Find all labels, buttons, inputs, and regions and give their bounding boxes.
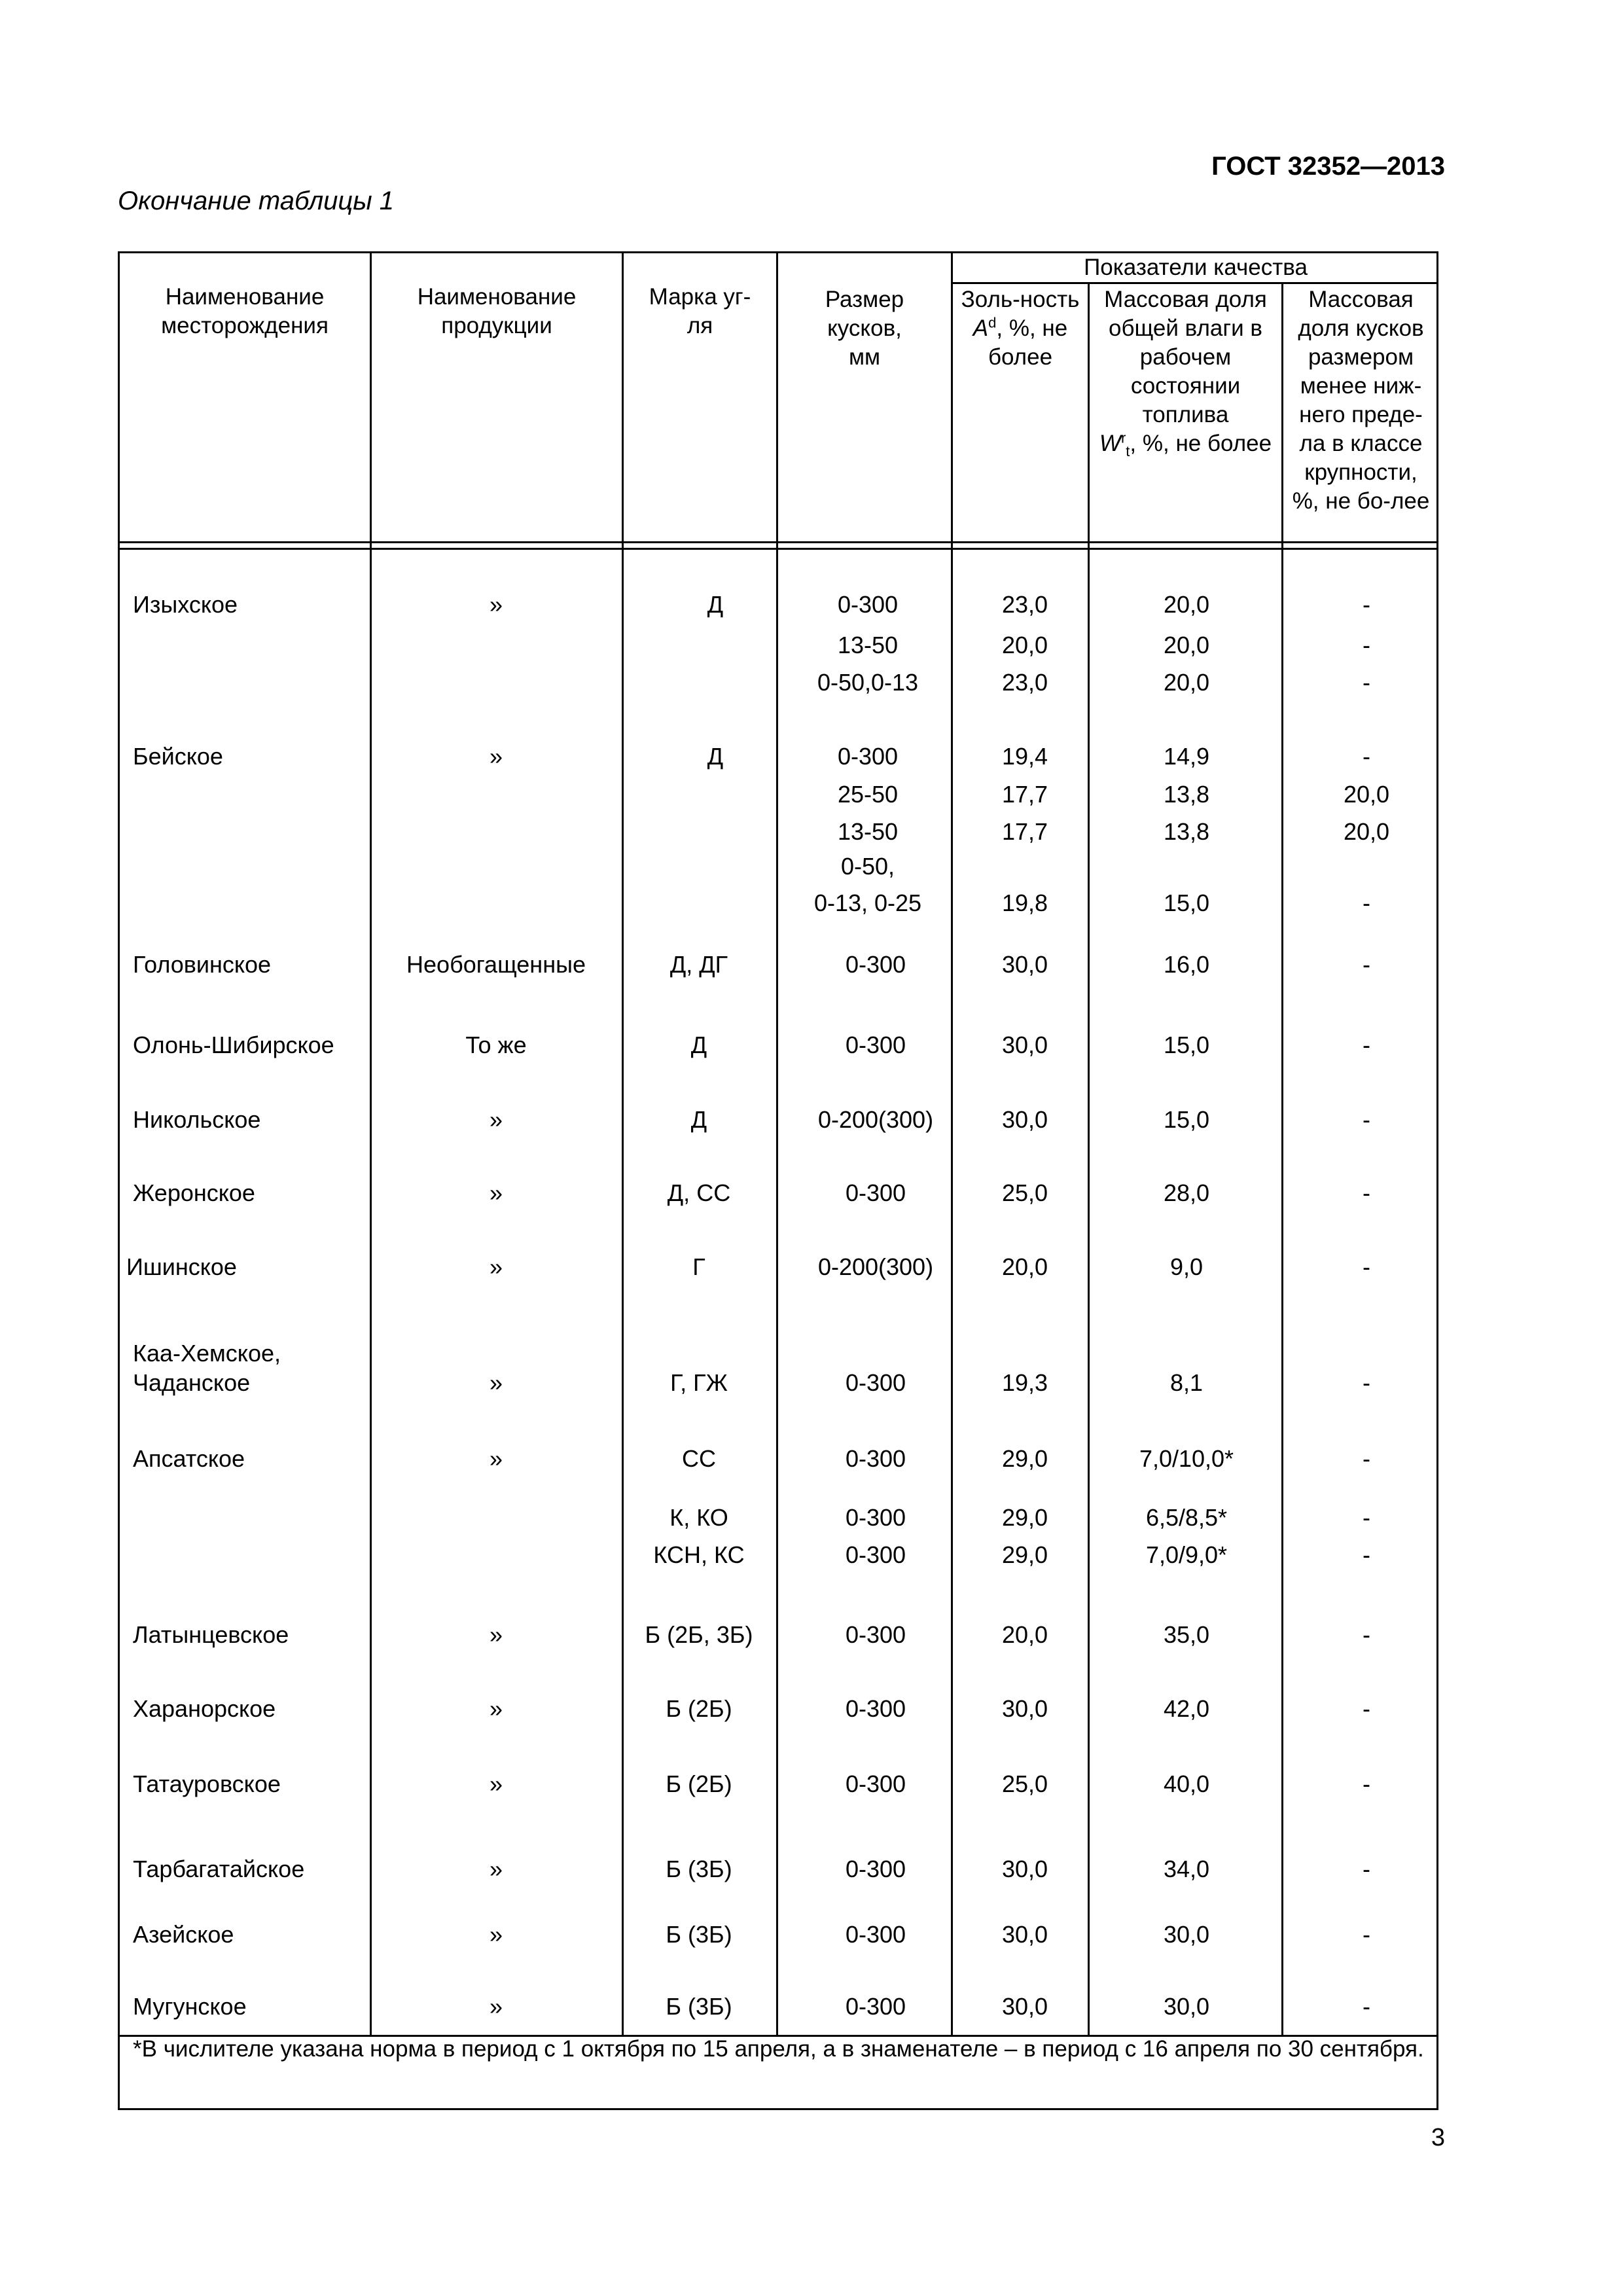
cell-ash: 25,0 — [1001, 1770, 1048, 1797]
quality-table — [118, 251, 1438, 2110]
col-divider — [370, 253, 372, 2035]
cell-moisture: 9,0 — [1169, 1253, 1204, 1280]
cell-size: 0-300 — [845, 1621, 906, 1648]
cell-grade: СС — [682, 1445, 716, 1472]
cell-size: 13-50 — [837, 818, 899, 845]
cell-product: Необогащенные — [406, 951, 586, 978]
col-divider — [1281, 282, 1283, 2035]
cell-deposit: Латынцевское — [133, 1621, 289, 1648]
cell-size: 0-50, — [840, 853, 895, 880]
cell-size: 0-200(300) — [817, 1106, 934, 1133]
cell-size: 0-300 — [845, 1921, 906, 1948]
cell-ash: 30,0 — [1001, 1856, 1048, 1882]
cell-product: » — [489, 1921, 503, 1948]
header-bottom-line — [120, 541, 1438, 543]
cell-moisture: 30,0 — [1163, 1993, 1210, 2020]
cell-deposit: Мугунское — [133, 1993, 247, 2020]
cell-ash: 20,0 — [1001, 1253, 1048, 1280]
cell-ash: 20,0 — [1001, 632, 1048, 658]
col-divider — [776, 253, 778, 2035]
cell-fines: - — [1363, 1621, 1370, 1648]
cell-product: » — [489, 1770, 503, 1797]
cell-grade: Д — [707, 591, 724, 618]
cell-product: » — [489, 1695, 503, 1722]
cell-size: 0-13, 0-25 — [813, 889, 922, 916]
cell-grade: Д — [690, 1031, 707, 1058]
cell-moisture: 7,0/10,0* — [1139, 1445, 1234, 1472]
cell-ash: 30,0 — [1001, 1993, 1048, 2020]
cell-size: 0-300 — [837, 743, 899, 770]
cell-ash: 23,0 — [1001, 591, 1048, 618]
cell-moisture: 20,0 — [1163, 591, 1210, 618]
cell-deposit: Апсатское — [133, 1445, 245, 1472]
cell-fines: - — [1363, 1106, 1370, 1133]
page-number: 3 — [1431, 2124, 1445, 2151]
ash-rest: , %, не более — [988, 315, 1068, 370]
cell-ash: 19,4 — [1001, 743, 1048, 770]
cell-moisture: 15,0 — [1163, 889, 1210, 916]
cell-deposit: Харанорское — [133, 1695, 276, 1722]
cell-moisture: 6,5/8,5* — [1145, 1504, 1228, 1531]
cell-deposit: Никольское — [133, 1106, 261, 1133]
cell-product: » — [489, 1993, 503, 2020]
cell-fines: - — [1363, 632, 1370, 658]
header-fines: Массовая доля кусков размером менее ниж-него преде-ла в классе крупности, %, не бо-лее — [1292, 287, 1430, 514]
cell-grade: Б (2Б) — [666, 1695, 732, 1722]
cell-fines: 20,0 — [1343, 818, 1390, 845]
cell-ash: 30,0 — [1001, 1921, 1048, 1948]
cell-moisture: 13,8 — [1163, 781, 1210, 808]
cell-ash: 30,0 — [1001, 951, 1048, 978]
cell-grade: Б (2Б, 3Б) — [645, 1621, 753, 1648]
cell-fines: - — [1363, 1856, 1370, 1882]
cell-fines: 20,0 — [1343, 781, 1390, 808]
cell-ash: 30,0 — [1001, 1695, 1048, 1722]
cell-ash: 17,7 — [1001, 818, 1048, 845]
cell-fines: - — [1363, 1770, 1370, 1797]
cell-deposit: Жеронское — [133, 1179, 255, 1206]
cell-grade: Д, СС — [667, 1179, 731, 1206]
footnote: *В числителе указана норма в период с 1 октября по 15 апреля, а в знаменателе – в период с 16 апреля по 30 сентября. — [133, 2036, 1424, 2062]
table-caption: Окончание таблицы 1 — [118, 187, 395, 215]
cell-ash: 20,0 — [1001, 1621, 1048, 1648]
cell-product: » — [489, 743, 503, 770]
cell-size: 0-300 — [837, 591, 899, 618]
cell-moisture: 8,1 — [1169, 1369, 1204, 1396]
cell-deposit: Чаданское — [133, 1369, 251, 1396]
header-deposit: Наименование месторождения — [161, 284, 329, 338]
cell-deposit: Тарбагатайское — [133, 1856, 305, 1882]
cell-size: 0-300 — [845, 1179, 906, 1206]
cell-size: 0-300 — [845, 1369, 906, 1396]
cell-deposit: Ишинское — [126, 1253, 237, 1280]
cell-moisture: 20,0 — [1163, 669, 1210, 696]
cell-grade: К, КО — [669, 1504, 728, 1531]
cell-product: » — [489, 591, 503, 618]
cell-grade: Б (3Б) — [666, 1993, 732, 2020]
cell-size: 0-300 — [845, 1445, 906, 1472]
cell-deposit: Головинское — [133, 951, 272, 978]
cell-ash: 29,0 — [1001, 1504, 1048, 1531]
standard-number: ГОСТ 32352—2013 — [1211, 152, 1445, 181]
cell-fines: - — [1363, 951, 1370, 978]
cell-grade: КСН, КС — [653, 1541, 745, 1568]
cell-ash: 30,0 — [1001, 1106, 1048, 1133]
header-grade: Марка уг-ля — [649, 284, 751, 338]
cell-moisture: 15,0 — [1163, 1106, 1210, 1133]
cell-fines: - — [1363, 743, 1370, 770]
cell-size: 0-50,0-13 — [817, 669, 919, 696]
cell-fines: - — [1363, 669, 1370, 696]
cell-size: 25-50 — [837, 781, 899, 808]
cell-size: 0-300 — [845, 1856, 906, 1882]
cell-moisture: 35,0 — [1163, 1621, 1210, 1648]
cell-fines: - — [1363, 1993, 1370, 2020]
cell-ash: 19,3 — [1001, 1369, 1048, 1396]
header-ash — [953, 285, 1088, 372]
cell-size: 0-300 — [845, 1770, 906, 1797]
cell-product: » — [489, 1621, 503, 1648]
header-size: Размер кусков, мм — [825, 287, 904, 370]
cell-product: » — [489, 1253, 503, 1280]
cell-grade: Г, ГЖ — [670, 1369, 728, 1396]
cell-ash: 23,0 — [1001, 669, 1048, 696]
cell-size: 0-300 — [845, 1541, 906, 1568]
col-divider — [1088, 282, 1090, 2035]
moisture-rest: , %, не более — [1130, 431, 1272, 456]
cell-grade: Д — [707, 743, 724, 770]
cell-moisture: 16,0 — [1163, 951, 1210, 978]
cell-product: » — [489, 1106, 503, 1133]
cell-grade: Д, ДГ — [669, 951, 728, 978]
header-moisture-formula — [1090, 429, 1281, 458]
cell-size: 13-50 — [837, 632, 899, 658]
cell-fines: - — [1363, 889, 1370, 916]
header-ash-word: Золь-ность — [961, 287, 1080, 312]
moisture-sup: r — [1120, 429, 1126, 446]
cell-ash: 19,8 — [1001, 889, 1048, 916]
cell-ash: 30,0 — [1001, 1031, 1048, 1058]
cell-ash: 17,7 — [1001, 781, 1048, 808]
cell-grade: Б (3Б) — [666, 1856, 732, 1882]
cell-size: 0-300 — [845, 951, 906, 978]
cell-moisture: 13,8 — [1163, 818, 1210, 845]
cell-fines: - — [1363, 1253, 1370, 1280]
cell-size: 0-300 — [845, 1695, 906, 1722]
header-product: Наименование продукции — [417, 284, 577, 338]
ash-sup: d — [988, 314, 997, 331]
cell-grade: Б (3Б) — [666, 1921, 732, 1948]
cell-grade: Д — [690, 1106, 707, 1133]
cell-product: » — [489, 1369, 503, 1396]
header-ash-formula — [953, 314, 1088, 372]
cell-ash: 29,0 — [1001, 1445, 1048, 1472]
cell-ash: 29,0 — [1001, 1541, 1048, 1568]
cell-fines: - — [1363, 1921, 1370, 1948]
cell-product: » — [489, 1445, 503, 1472]
cell-deposit: Изыхское — [133, 591, 238, 618]
cell-moisture: 20,0 — [1163, 632, 1210, 658]
header-bottom-line-2 — [120, 548, 1438, 550]
col-divider — [951, 253, 953, 2035]
header-moisture — [1090, 285, 1281, 458]
cell-deposit: Азейское — [133, 1921, 234, 1948]
cell-fines: - — [1363, 1369, 1370, 1396]
cell-grade: Г — [692, 1253, 705, 1280]
cell-fines: - — [1363, 1445, 1370, 1472]
cell-product: То же — [465, 1031, 527, 1058]
cell-moisture: 34,0 — [1163, 1856, 1210, 1882]
cell-size: 0-300 — [845, 1993, 906, 2020]
cell-moisture: 42,0 — [1163, 1695, 1210, 1722]
cell-fines: - — [1363, 1031, 1370, 1058]
cell-ash: 25,0 — [1001, 1179, 1048, 1206]
cell-fines: - — [1363, 1695, 1370, 1722]
group-header-divider — [951, 282, 1438, 284]
cell-grade: Б (2Б) — [666, 1770, 732, 1797]
cell-size: 0-300 — [845, 1031, 906, 1058]
cell-moisture: 40,0 — [1163, 1770, 1210, 1797]
header-moisture-words: Массовая доля общей влаги в рабочем состоянии топлива — [1104, 287, 1267, 427]
cell-moisture: 30,0 — [1163, 1921, 1210, 1948]
cell-deposit: Олонь-Шибирское — [133, 1031, 334, 1058]
cell-fines: - — [1363, 1179, 1370, 1206]
cell-deposit: Татауровское — [133, 1770, 281, 1797]
cell-moisture: 14,9 — [1163, 743, 1210, 770]
cell-moisture: 7,0/9,0* — [1145, 1541, 1228, 1568]
cell-fines: - — [1363, 591, 1370, 618]
cell-moisture: 15,0 — [1163, 1031, 1210, 1058]
header-quality-group: Показатели качества — [1084, 255, 1308, 280]
cell-moisture: 28,0 — [1163, 1179, 1210, 1206]
moisture-sub: t — [1126, 443, 1130, 459]
cell-size: 0-200(300) — [817, 1253, 934, 1280]
cell-fines: - — [1363, 1541, 1370, 1568]
cell-size: 0-300 — [845, 1504, 906, 1531]
cell-product: » — [489, 1179, 503, 1206]
cell-fines: - — [1363, 1504, 1370, 1531]
cell-deposit: Каа-Хемское, — [133, 1340, 281, 1367]
ash-symbol: A — [972, 315, 989, 341]
cell-deposit: Бейское — [133, 743, 223, 770]
moisture-symbol: W — [1099, 431, 1121, 456]
col-divider — [622, 253, 624, 2035]
cell-product: » — [489, 1856, 503, 1882]
